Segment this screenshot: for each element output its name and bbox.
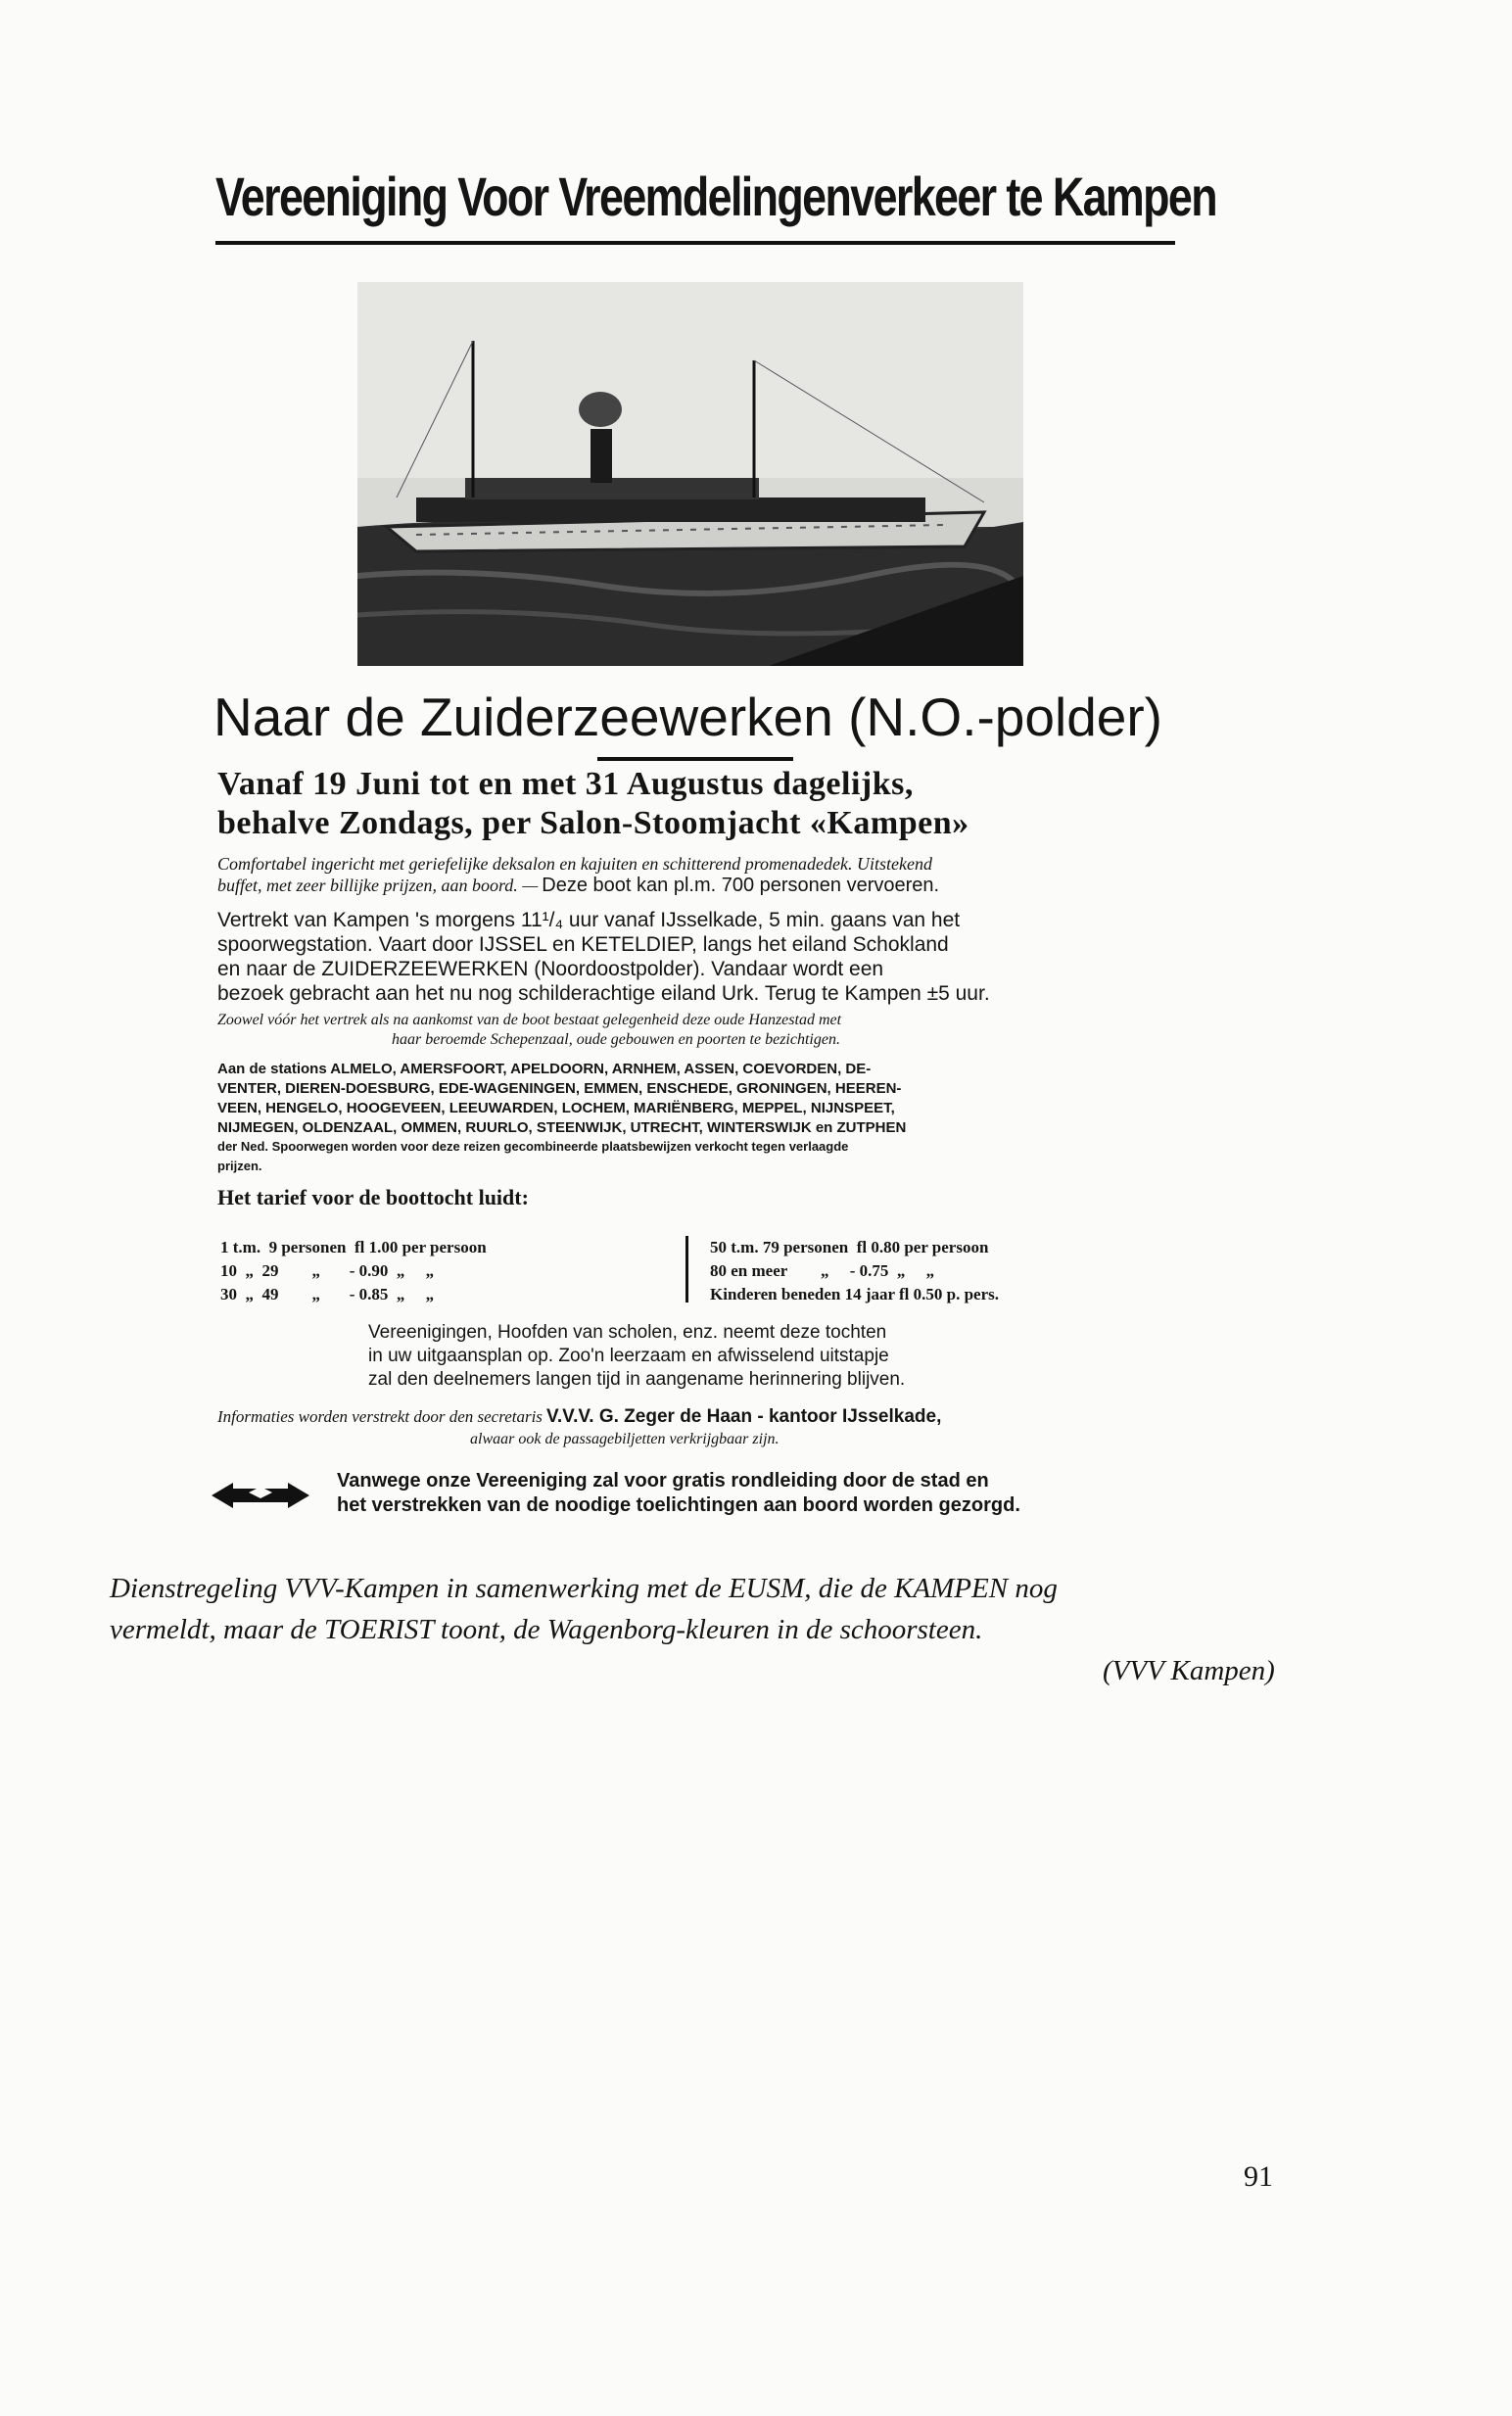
tariff-left-row: 30 „ 49 „ - 0.85 „ „ (220, 1285, 435, 1303)
departure-line-3: en naar de ZUIDERZEEWERKEN (Noordoostpolder). Vandaar wordt een (217, 958, 884, 980)
tour-line-1: Vanwege onze Vereeniging zal voor gratis rondleiding door de stad en (337, 1470, 989, 1492)
schedule-line-1: Vanaf 19 Juni tot en met 31 Augustus dagelijks, (217, 766, 914, 802)
visit-line-1: Zoowel vóór het vertrek als na aankomst van de boot bestaat gelegenheid deze oude Hanzestad met (217, 1012, 842, 1028)
departure-line-4: bezoek gebracht aan het nu nog schilderachtige eiland Urk. Terug te Kampen ±5 uur. (217, 982, 990, 1005)
caption-line-1: Dienstregeling VVV-Kampen in samenwerking met de EUSM, die de KAMPEN nog (110, 1573, 1058, 1604)
route-heading: Naar de Zuiderzeewerken (N.O.-polder) (213, 687, 1162, 747)
groups-line-3: zal den deelnemers langen tijd in aangename herinnering blijven. (368, 1369, 906, 1390)
info-line-1-regular: V.V.V. G. Zeger de Haan - kantoor IJsselkade, (545, 1406, 942, 1427)
comfort-line-2-regular: Deze boot kan pl.m. 700 personen vervoeren. (542, 875, 940, 896)
stations-line-5: der Ned. Spoorwegen worden voor deze reizen gecombineerde plaatsbewijzen verkocht tegen verlaagde (217, 1139, 849, 1154)
caption-credit: (VVV Kampen) (1103, 1655, 1275, 1686)
heading-rule (597, 757, 793, 761)
info-line-1 (217, 1406, 941, 1428)
tariff-left-row: 10 „ 29 „ - 0.90 „ „ (220, 1261, 435, 1280)
schedule-line-2: behalve Zondags, per Salon-Stoomjacht «Kampen» (217, 805, 969, 841)
tariff-right-row: 50 t.m. 79 personen fl 0.80 per persoon (710, 1238, 989, 1256)
stations-line-4: NIJMEGEN, OLDENZAAL, OMMEN, RUURLO, STEENWIJK, UTRECHT, WINTERSWIJK en ZUTPHEN (217, 1119, 907, 1136)
comfort-line-2-italic: buffet, met zeer billijke prijzen, aan boord. — (217, 876, 539, 895)
comfort-line-1: Comfortabel ingericht met geriefelijke deksalon en kajuiten en schitterend promenadedek. Uitstekend (217, 854, 932, 874)
groups-line-2: in uw uitgaansplan op. Zoo'n leerzaam en afwisselend uitstapje (368, 1346, 889, 1366)
info-line-1-italic: Informaties worden verstrekt door den secretaris (217, 1407, 543, 1426)
caption-line-2: vermeldt, maar de TOERIST toont, de Wagenborg-kleuren in de schoorsteen. (110, 1614, 983, 1645)
steamship-photo (357, 282, 1023, 666)
info-line-2: alwaar ook de passagebiljetten verkrijgbaar zijn. (470, 1431, 780, 1447)
visit-line-2: haar beroemde Schepenzaal, oude gebouwen en poorten te bezichtigen. (392, 1031, 840, 1048)
arrow-ornament-icon (212, 1479, 309, 1512)
comfort-line-2 (217, 875, 939, 897)
tariff-right-row: Kinderen beneden 14 jaar fl 0.50 p. pers. (710, 1285, 999, 1303)
tariff-divider (685, 1236, 688, 1303)
groups-line-1: Vereenigingen, Hoofden van scholen, enz. neemt deze tochten (368, 1322, 887, 1343)
ad-title: Vereeniging Voor Vreemdelingenverkeer te Kampen (215, 166, 1216, 227)
page-number: 91 (1244, 2160, 1273, 2193)
tariff-right-row: 80 en meer „ - 0.75 „ „ (710, 1261, 935, 1280)
tariff-left-row: 1 t.m. 9 personen fl 1.00 per persoon (220, 1238, 487, 1256)
stations-line-2: VENTER, DIEREN-DOESBURG, EDE-WAGENINGEN, EMMEN, ENSCHEDE, GRONINGEN, HEEREN- (217, 1080, 902, 1097)
tariff-heading: Het tarief voor de boottocht luidt: (217, 1185, 529, 1209)
stations-line-3: VEEN, HENGELO, HOOGEVEEN, LEEUWARDEN, LOCHEM, MARIËNBERG, MEPPEL, NIJNSPEET, (217, 1100, 895, 1116)
departure-line-2: spoorwegstation. Vaart door IJSSEL en KETELDIEP, langs het eiland Schokland (217, 933, 949, 956)
stations-line-1: Aan de stations ALMELO, AMERSFOORT, APELDOORN, ARNHEM, ASSEN, COEVORDEN, DE- (217, 1061, 872, 1077)
title-rule (215, 241, 1175, 245)
tour-line-2: het verstrekken van de noodige toelichtingen aan boord worden gezorgd. (337, 1494, 1020, 1516)
stations-line-6: prijzen. (217, 1159, 262, 1173)
departure-line-1: Vertrekt van Kampen 's morgens 11¹/₄ uur vanaf IJsselkade, 5 min. gaans van het (217, 909, 961, 931)
